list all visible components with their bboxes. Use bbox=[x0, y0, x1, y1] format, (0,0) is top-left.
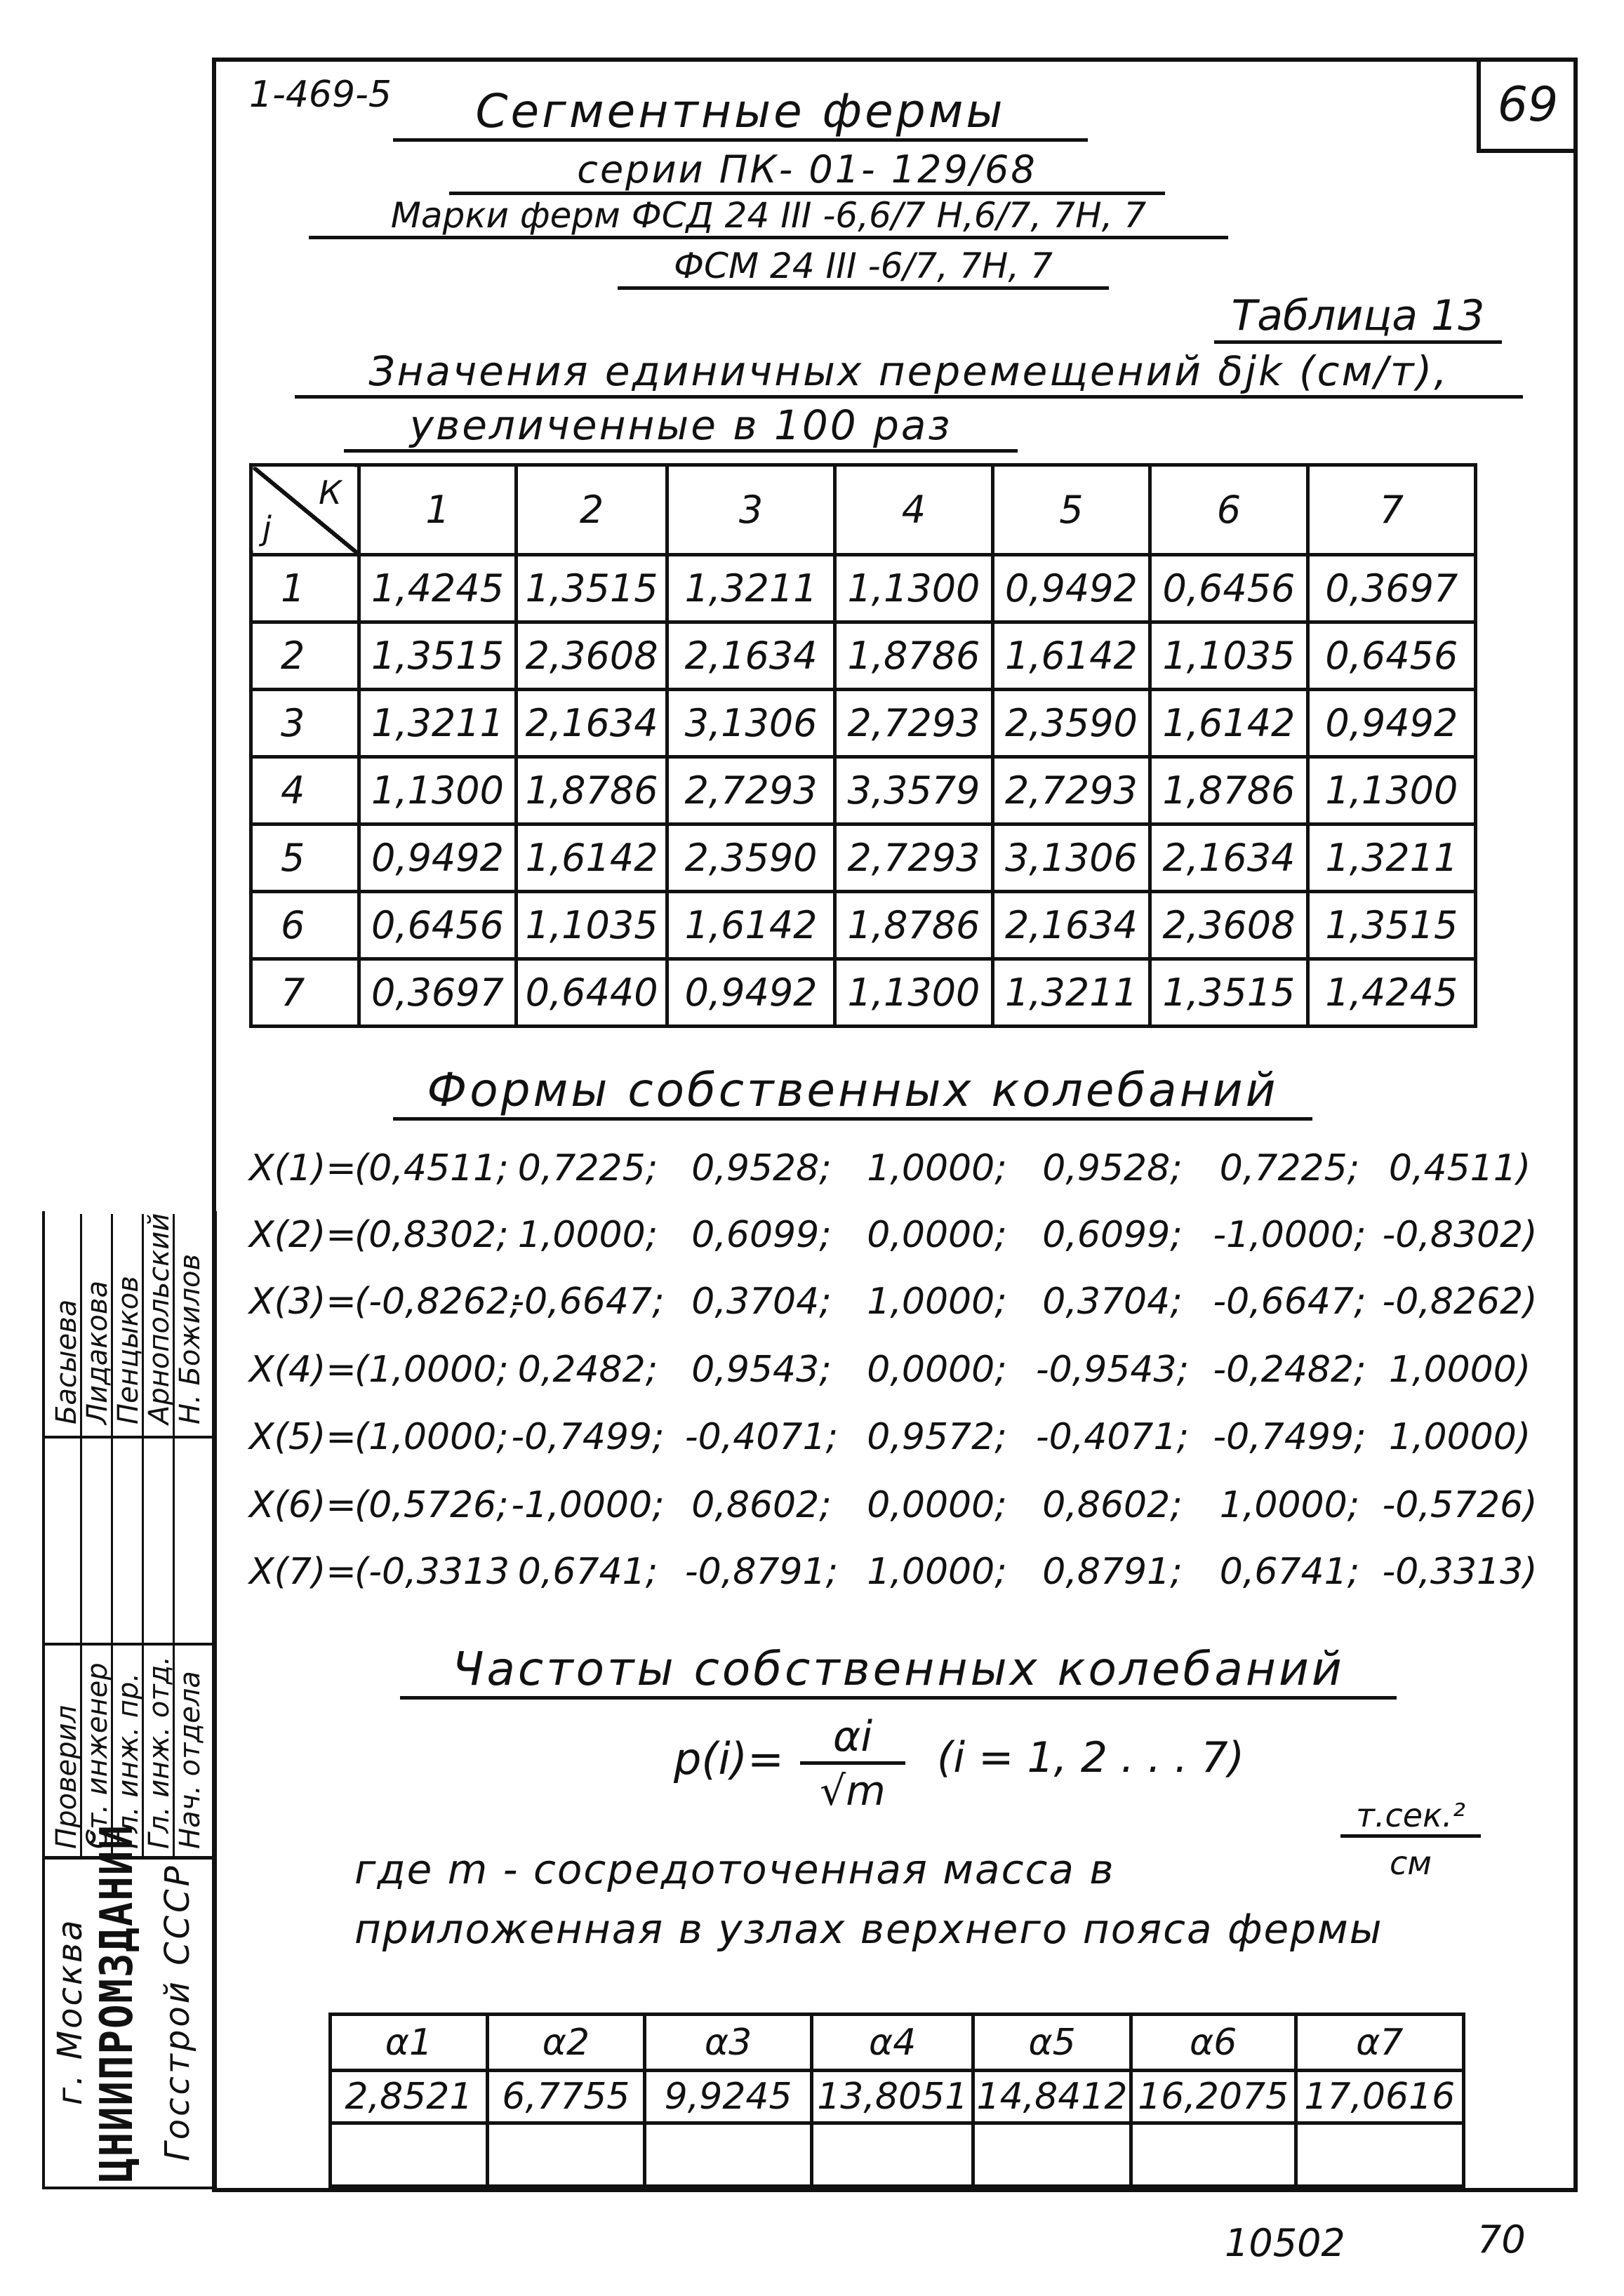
formula-denominator: √m bbox=[820, 1767, 886, 1815]
mode-shape-value: 0,3704; bbox=[1042, 1281, 1183, 1323]
sheet-code: 10502 bbox=[1225, 2221, 1345, 2265]
mode-shape-label: X(4)= bbox=[249, 1349, 357, 1391]
coef-header: α5 bbox=[973, 2015, 1131, 2071]
table-cell: 1,3515 bbox=[359, 622, 517, 690]
table-cell: 0,9492 bbox=[359, 825, 517, 892]
table-cell: 2,1634 bbox=[667, 622, 834, 690]
coef-value-row bbox=[331, 2071, 1464, 2123]
mode-shape-value: 0,7225; bbox=[1219, 1147, 1360, 1189]
table-cell: 0,9492 bbox=[992, 555, 1150, 622]
row-header: 2 bbox=[251, 622, 359, 690]
page-number: 69 bbox=[1477, 60, 1575, 153]
corner-k-label: К bbox=[319, 474, 342, 512]
mode-shape-value: -0,3313) bbox=[1382, 1551, 1538, 1593]
table-cell: 0,6456 bbox=[1307, 622, 1475, 690]
frequencies-heading: Частоты собственных колебаний bbox=[400, 1642, 1397, 1700]
mode-shape-value: (0,8302; bbox=[354, 1214, 509, 1256]
mode-shape-value: 1,0000) bbox=[1388, 1349, 1531, 1391]
stamp-role: Ст. инженер bbox=[81, 1662, 114, 1849]
title-line-1: Сегментные фермы bbox=[393, 84, 1088, 142]
table-corner bbox=[251, 465, 359, 555]
mode-shape-label: X(6)= bbox=[249, 1484, 357, 1526]
table-cell: 2,1634 bbox=[517, 690, 667, 757]
mode-shape-value: -0,8791; bbox=[684, 1551, 839, 1593]
table-cell: 0,9492 bbox=[1307, 690, 1475, 757]
table-cell: 0,3697 bbox=[1307, 555, 1475, 622]
mode-shape-value: (-0,8262; bbox=[354, 1281, 522, 1323]
mode-shape-value: -0,6647; bbox=[1213, 1281, 1366, 1323]
stamp-role: Гл. инж. отд. bbox=[143, 1655, 175, 1849]
mode-shape-value: (0,5726; bbox=[354, 1484, 509, 1526]
table-cell: 1,6142 bbox=[517, 825, 667, 892]
mode-shape-value: 0,9528; bbox=[1042, 1147, 1183, 1189]
col-header: 6 bbox=[1150, 465, 1308, 555]
mode-shape-value: 0,9572; bbox=[867, 1416, 1007, 1458]
table-row bbox=[251, 555, 1476, 622]
mode-shape-value: -1,0000; bbox=[1213, 1214, 1366, 1256]
table-cell: 1,4245 bbox=[1307, 959, 1475, 1027]
mode-shape-row bbox=[249, 1140, 1540, 1196]
table-cell: 1,3211 bbox=[667, 555, 834, 622]
mode-shape-value: -0,8262) bbox=[1382, 1281, 1538, 1323]
mode-shape-label: X(2)= bbox=[249, 1214, 357, 1256]
table-cell: 2,7293 bbox=[835, 690, 993, 757]
col-header: 2 bbox=[517, 465, 667, 555]
row-header: 3 bbox=[251, 690, 359, 757]
coef-header: α2 bbox=[487, 2015, 644, 2071]
mode-shape-value: (-0,3313 bbox=[354, 1551, 510, 1593]
stamp-name: Басыева bbox=[51, 1299, 83, 1424]
table-cell: 0,6440 bbox=[517, 959, 667, 1027]
stamp-org-name: ЦНИИПРОМЗДАНИЙ bbox=[91, 1824, 143, 2182]
stamp-outer-line bbox=[42, 1211, 217, 2189]
formula-range: (i = 1, 2 . . . 7) bbox=[937, 1733, 1245, 1782]
mode-shape-value: (1,0000; bbox=[354, 1416, 509, 1458]
table-cell: 2,3590 bbox=[992, 690, 1150, 757]
table-cell: 1,1300 bbox=[359, 757, 517, 825]
title-line-3: Марки ферм ФСД 24 III -6,6/7 Н,6/7, 7Н, 7 bbox=[309, 195, 1228, 239]
table-cell: 0,9492 bbox=[667, 959, 834, 1027]
coef-header: α7 bbox=[1296, 2015, 1463, 2071]
table-cell: 1,8786 bbox=[517, 757, 667, 825]
mode-shape-value: 0,7225; bbox=[517, 1147, 658, 1189]
mode-shape-value: 0,6099; bbox=[1042, 1214, 1183, 1256]
col-header: 7 bbox=[1307, 465, 1475, 555]
table-label: Таблица 13 bbox=[1214, 291, 1502, 344]
table-cell: 2,3608 bbox=[517, 622, 667, 690]
mode-shape-value: -0,8302) bbox=[1382, 1214, 1538, 1256]
stamp-name: Арнопольский bbox=[143, 1213, 175, 1424]
mode-shape-value: 1,0000) bbox=[1388, 1416, 1531, 1458]
table-row bbox=[251, 892, 1476, 959]
table-cell: 2,1634 bbox=[1150, 825, 1308, 892]
coef-header: α6 bbox=[1131, 2015, 1296, 2071]
table-cell: 0,6456 bbox=[1150, 555, 1308, 622]
stamp-role: Проверил bbox=[51, 1704, 83, 1849]
unit-denominator: см bbox=[1390, 1844, 1432, 1882]
formula-numerator: αi bbox=[800, 1712, 905, 1765]
table-row bbox=[251, 825, 1476, 892]
table-cell: 1,6142 bbox=[992, 622, 1150, 690]
mode-shape-value: -0,4071; bbox=[1035, 1416, 1190, 1458]
mode-shape-value: 0,4511) bbox=[1388, 1147, 1531, 1189]
unit-fraction bbox=[1340, 1796, 1495, 1909]
formula-lhs: p(i)= bbox=[674, 1733, 784, 1784]
table-cell: 1,3515 bbox=[1307, 892, 1475, 959]
mode-shape-value: 0,0000; bbox=[867, 1484, 1007, 1526]
mass-note-line-2: приложенная в узлах верхнего пояса фермы bbox=[354, 1905, 1383, 1953]
table-cell: 2,3590 bbox=[667, 825, 834, 892]
table-cell: 2,3608 bbox=[1150, 892, 1308, 959]
table-cell: 3,3579 bbox=[835, 757, 993, 825]
table-cell: 1,3211 bbox=[992, 959, 1150, 1027]
row-header: 4 bbox=[251, 757, 359, 825]
mode-shape-row bbox=[249, 1274, 1540, 1330]
alpha-coefficients-table bbox=[328, 2013, 1465, 2188]
mode-shape-value: 0,6741; bbox=[517, 1551, 658, 1593]
table-cell: 3,1306 bbox=[667, 690, 834, 757]
mode-shape-row bbox=[249, 1342, 1540, 1398]
mode-shape-value: 0,8602; bbox=[1042, 1484, 1183, 1526]
table-caption-line-2: увеличенные в 100 раз bbox=[344, 401, 1018, 453]
col-header: 4 bbox=[835, 465, 993, 555]
coef-value: 2,8521 bbox=[331, 2071, 488, 2123]
stamp-role: Гл. инж. пр. bbox=[112, 1672, 145, 1849]
coef-header: α4 bbox=[812, 2015, 973, 2071]
table-cell: 1,3211 bbox=[1307, 825, 1475, 892]
mode-shape-value: 0,2482; bbox=[517, 1349, 658, 1391]
coef-value: 6,7755 bbox=[487, 2071, 644, 2123]
corner-j-label: j bbox=[262, 509, 272, 547]
table-cell: 1,3211 bbox=[359, 690, 517, 757]
table-cell: 1,6142 bbox=[667, 892, 834, 959]
title-line-2: серии ПК- 01- 129/68 bbox=[449, 147, 1165, 195]
table-row bbox=[251, 959, 1476, 1027]
table-cell: 1,1300 bbox=[835, 555, 993, 622]
mode-shape-value: 0,9543; bbox=[691, 1349, 832, 1391]
mode-shape-value: 1,0000; bbox=[517, 1214, 658, 1256]
mode-shape-value: -0,9543; bbox=[1035, 1349, 1190, 1391]
coef-value: 17,0616 bbox=[1296, 2071, 1463, 2123]
coef-empty-row bbox=[331, 2123, 1464, 2187]
mode-shape-row bbox=[249, 1207, 1540, 1263]
stamp-name: Н. Божилов bbox=[174, 1253, 206, 1424]
coef-value: 13,8051 bbox=[812, 2071, 973, 2123]
mode-shape-value: -0,5726) bbox=[1382, 1484, 1538, 1526]
table-header-row bbox=[251, 465, 1476, 555]
mode-shape-label: X(1)= bbox=[249, 1147, 357, 1189]
mode-shape-label: X(7)= bbox=[249, 1551, 357, 1593]
mode-shape-value: 0,0000; bbox=[867, 1214, 1007, 1256]
row-header: 1 bbox=[251, 555, 359, 622]
coef-value: 9,9245 bbox=[644, 2071, 812, 2123]
table-cell: 1,8786 bbox=[835, 892, 993, 959]
mode-shape-row bbox=[249, 1409, 1540, 1465]
mode-shape-value: (0,4511; bbox=[354, 1147, 509, 1189]
col-header: 1 bbox=[359, 465, 517, 555]
table-cell: 1,8786 bbox=[835, 622, 993, 690]
mode-shape-value: -0,4071; bbox=[684, 1416, 839, 1458]
mode-shape-value: 0,8602; bbox=[691, 1484, 832, 1526]
modes-heading: Формы собственных колебаний bbox=[393, 1063, 1312, 1121]
mode-shape-row bbox=[249, 1477, 1540, 1533]
title-line-4: ФСМ 24 III -6/7, 7Н, 7 bbox=[618, 246, 1109, 290]
table-cell: 1,6142 bbox=[1150, 690, 1308, 757]
table-cell: 1,1035 bbox=[517, 892, 667, 959]
table-row bbox=[251, 757, 1476, 825]
mode-shape-value: (1,0000; bbox=[354, 1349, 509, 1391]
table-cell: 1,8786 bbox=[1150, 757, 1308, 825]
mode-shape-value: 1,0000; bbox=[867, 1551, 1007, 1593]
row-header: 5 bbox=[251, 825, 359, 892]
doc-code: 1-469-5 bbox=[249, 74, 392, 116]
coef-header-row bbox=[331, 2015, 1464, 2071]
displacement-table bbox=[249, 463, 1477, 1028]
table-cell: 1,3515 bbox=[1150, 959, 1308, 1027]
stamp-name: Пенцыков bbox=[112, 1276, 145, 1424]
row-header: 7 bbox=[251, 959, 359, 1027]
col-header: 5 bbox=[992, 465, 1150, 555]
mode-shape-value: 1,0000; bbox=[867, 1147, 1007, 1189]
mode-shape-label: X(3)= bbox=[249, 1281, 357, 1323]
table-cell: 2,7293 bbox=[992, 757, 1150, 825]
table-cell: 0,3697 bbox=[359, 959, 517, 1027]
mode-shape-value: -0,6647; bbox=[511, 1281, 665, 1323]
table-cell: 1,1300 bbox=[1307, 757, 1475, 825]
mode-shape-row bbox=[249, 1544, 1540, 1600]
table-cell: 1,4245 bbox=[359, 555, 517, 622]
row-header: 6 bbox=[251, 892, 359, 959]
mode-shape-value: 0,9528; bbox=[691, 1147, 832, 1189]
table-caption-line-1: Значения единичных перемещений δjk (см/т), bbox=[295, 347, 1523, 399]
mode-shape-value: -0,7499; bbox=[1213, 1416, 1366, 1458]
table-cell: 2,7293 bbox=[835, 825, 993, 892]
table-cell: 1,1035 bbox=[1150, 622, 1308, 690]
table-cell: 3,1306 bbox=[992, 825, 1150, 892]
mode-shape-value: 0,3704; bbox=[691, 1281, 832, 1323]
stamp-org-line: Госстрой СССР bbox=[158, 1863, 197, 2161]
title-block-stamp bbox=[42, 968, 214, 2189]
table-cell: 1,1300 bbox=[835, 959, 993, 1027]
mode-shape-value: 1,0000; bbox=[1219, 1484, 1360, 1526]
coef-header: α1 bbox=[331, 2015, 488, 2071]
mode-shape-value: 0,0000; bbox=[867, 1349, 1007, 1391]
table-cell: 1,3515 bbox=[517, 555, 667, 622]
sheet-number: 70 bbox=[1477, 2217, 1526, 2262]
table-row bbox=[251, 690, 1476, 757]
stamp-name: Лидакова bbox=[81, 1281, 114, 1424]
mode-shape-value: -0,2482; bbox=[1213, 1349, 1366, 1391]
coef-header: α3 bbox=[644, 2015, 812, 2071]
mode-shape-value: 0,6741; bbox=[1219, 1551, 1360, 1593]
table-cell: 2,1634 bbox=[992, 892, 1150, 959]
mode-shape-value: 0,6099; bbox=[691, 1214, 832, 1256]
mode-shape-value: -1,0000; bbox=[511, 1484, 665, 1526]
coef-value: 14,8412 bbox=[973, 2071, 1131, 2123]
stamp-org-city: г. Москва bbox=[51, 1918, 90, 2105]
table-cell: 2,7293 bbox=[667, 757, 834, 825]
mode-shape-label: X(5)= bbox=[249, 1416, 357, 1458]
mode-shape-value: -0,7499; bbox=[511, 1416, 665, 1458]
mode-shape-value: 1,0000; bbox=[867, 1281, 1007, 1323]
mass-note-line-1: где m - сосредоточенная масса в bbox=[354, 1846, 1115, 1893]
table-row bbox=[251, 622, 1476, 690]
stamp-role: Нач. отдела bbox=[174, 1671, 206, 1849]
table-cell: 0,6456 bbox=[359, 892, 517, 959]
unit-numerator: т.сек.² bbox=[1340, 1796, 1481, 1838]
mode-shape-value: 0,8791; bbox=[1042, 1551, 1183, 1593]
title-block-rotated bbox=[42, 968, 214, 2189]
coef-value: 16,2075 bbox=[1131, 2071, 1296, 2123]
col-header: 3 bbox=[667, 465, 834, 555]
